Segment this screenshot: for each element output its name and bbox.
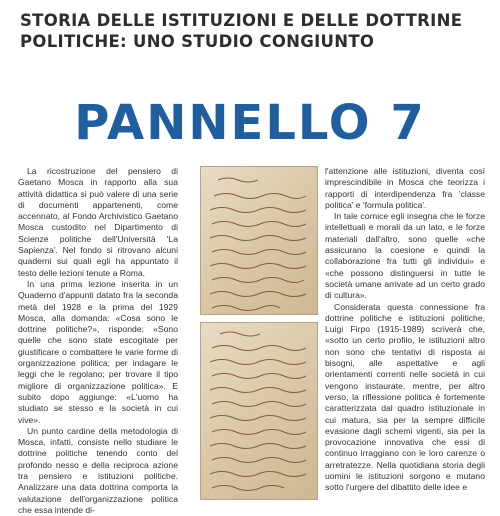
header-title-line2: POLITICHE: UNO STUDIO CONGIUNTO (20, 32, 375, 51)
panel-title: PANNELLO 7 (74, 95, 426, 151)
manuscript-image-top (200, 166, 318, 315)
paragraph: Un punto cardine della metodologia di Mosca, infatti, consiste nello studiare le dottrine politiche tenendo conto del profondo nesso e della reciproca azione tra pensiero e istituzioni politiche. Analizzare una data dottrina comporta la valutazione dell'organizzazione politica che essa intende di- (18, 425, 178, 515)
manuscript-handwriting-top (200, 166, 318, 315)
paragraph: Considerata questa connessione fra dottrine politiche e istituzioni politiche, Luigi Firpo (1915-1989) scriverà che, «sotto un certo profilo, le istituzioni altro non sono che tentativi di risposta ai bisogni, alle aspettative e agli orientamenti correnti nelle società in cui vengono instaurate, mentre, per altro verso, la riflessione politica è fortemente caratterizzata dal quadro istituzionale in cui matura, sia per la sempre difficile evasione dagli schemi vigenti, sia per la provocazione innovativa che essi di continuo irraggiano con le loro carenze o arretratezze. Nella quotidiana storia degli uomini le istituzioni sorgono e mutano sotto l'urgere del dibattito delle idee e (325, 301, 485, 493)
manuscript-handwriting-bottom (200, 322, 318, 500)
paragraph: l'attenzione alle istituzioni, diventa così imprescindibile in Mosca che teorizza i rapporti di interdipendenza fra 'classe politica' e 'formula politica'. (325, 166, 485, 210)
manuscript-image-bottom (200, 322, 318, 500)
paragraph: In tale cornice egli insegna che le forze intellettuali e morali da un lato, e le forze materiali dall'altro, sono quelle «che assicurano la coesione e quindi la collaborazione fra tutti gli individui» e «che possono distinguersi in tutte le società umane arrivate ad un certo grado di cultura». (325, 211, 485, 301)
paragraph: La ricostruzione del pensiero di Gaetano Mosca in rapporto alla sua attività didattica si può valere di una serie di documenti appartenenti, come accennato, al Fondo Archivistico Gaetano Mosca custodito nel Dipartimento di Scienze politiche dell'Università 'La Sapienza'. Nel fondo si ritrovano alcuni quaderni sui quali egli ha appuntato il testo delle lezioni tenute a Roma. (18, 166, 178, 278)
header-title (20, 10, 490, 52)
text-column-right (325, 166, 485, 494)
header-title-line1: STORIA DELLE ISTITUZIONI E DELLE DOTTRINE (20, 11, 463, 30)
text-column-left (18, 166, 178, 516)
paragraph: In una prima lezione inserita in un Quaderno d'appunti datato fra la seconda metà del 1928 e la prima del 1929 Mosca, alla domanda: «Cosa sono le dottrine politiche?», risponde: «Sono quelle che sono state escogitate per giustificare o combattere le varie forme di organizzazione politica; per indagare le leggi che le regolano; per trovare il tipo migliore di organizzazione politica». E subito dopo aggiunge: «L'uomo ha studiato se stesso e la società in cui vive». (18, 278, 178, 425)
